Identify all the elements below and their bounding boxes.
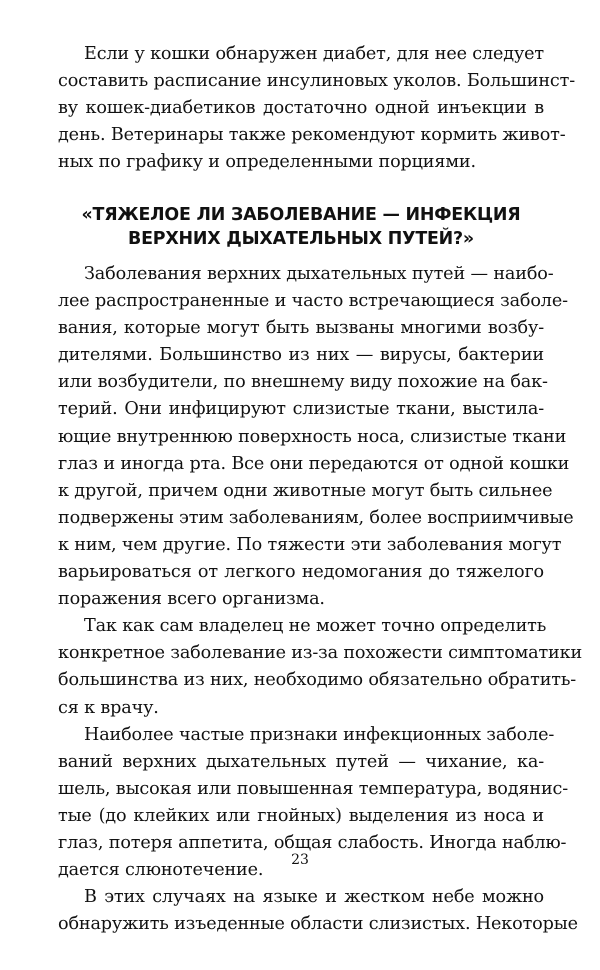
page-number: 23 (291, 852, 309, 868)
text-line: подвержены этим заболеваниям, более восприимчивые (58, 507, 574, 528)
section-heading (58, 203, 544, 251)
text-line: поражения всего организма. (58, 589, 325, 610)
paragraph-2 (58, 613, 583, 721)
text-line: вания, которые могут быть вызваны многими возбу- (58, 318, 544, 339)
text-line: дается слюнотечение. (58, 860, 264, 881)
text-line: конкретное заболевание из-за похожести симптоматики (58, 643, 583, 664)
text-line: лее распространенные и часто встречающиеся заболе- (58, 291, 568, 312)
text-line: Заболевания верхних дыхательных путей — наибо- (84, 264, 554, 284)
text-line: Так как сам владелец не может точно определить (84, 616, 547, 637)
text-line: шель, высокая или повышенная температура, водянис- (58, 778, 569, 799)
text-line: глаз и иногда рта. Все они передаются от одной кошки (58, 453, 570, 474)
heading-line-2: ВЕРХНИХ ДЫХАТЕЛЬНЫХ ПУТЕЙ?» (128, 229, 474, 249)
text-line: к ним, чем другие. По тяжести эти заболевания могут (58, 534, 562, 555)
text-line: дителями. Большинство из них — вирусы, бактерии (58, 345, 544, 366)
text-line: ву кошек-диабетиков достаточно одной инъекции в (58, 98, 544, 119)
text-line: ваний верхних дыхательных путей — чихание, ка- (58, 751, 544, 772)
text-line: большинства из них, необходимо обязательно обратить- (58, 670, 577, 691)
intro-paragraph (58, 41, 575, 176)
text-line: терий. Они инфицируют слизистые ткани, выстила- (58, 399, 544, 420)
paragraph-1 (58, 261, 574, 613)
paragraph-4 (58, 884, 578, 938)
text-line: или возбудители, по внешнему виду похожие на бак- (58, 372, 548, 393)
text-line: варьироваться от легкого недомогания до тяжелого (58, 562, 544, 583)
text-line: тые (до клейких или гнойных) выделения из носа и (58, 805, 544, 826)
body-text (58, 261, 583, 938)
text-line: глаз, потеря аппетита, общая слабость. Иногда наблю- (58, 832, 567, 853)
text-line: к другой, причем одни животные могут быть сильнее (58, 480, 553, 501)
text-line: составить расписание инсулиновых уколов. Большинст- (58, 71, 575, 92)
text-line: ющие внутреннюю поверхность носа, слизистые ткани (58, 426, 567, 447)
text-line: ся к врачу. (58, 697, 159, 718)
text-line: ных по графику и определенными порциями. (58, 152, 476, 173)
text-line: Наиболее частые признаки инфекционных заболе- (84, 724, 555, 745)
text-line: Если у кошки обнаружен диабет, для нее следует (84, 44, 545, 64)
text-line: день. Ветеринары также рекомендуют кормить живот- (58, 125, 566, 146)
text-line: обнаружить изъеденные области слизистых. Некоторые (58, 914, 578, 935)
heading-line-1: «ТЯЖЕЛОЕ ЛИ ЗАБОЛЕВАНИЕ — ИНФЕКЦИЯ (81, 205, 521, 225)
text-line: В этих случаях на языке и жестком небе можно (84, 887, 544, 908)
